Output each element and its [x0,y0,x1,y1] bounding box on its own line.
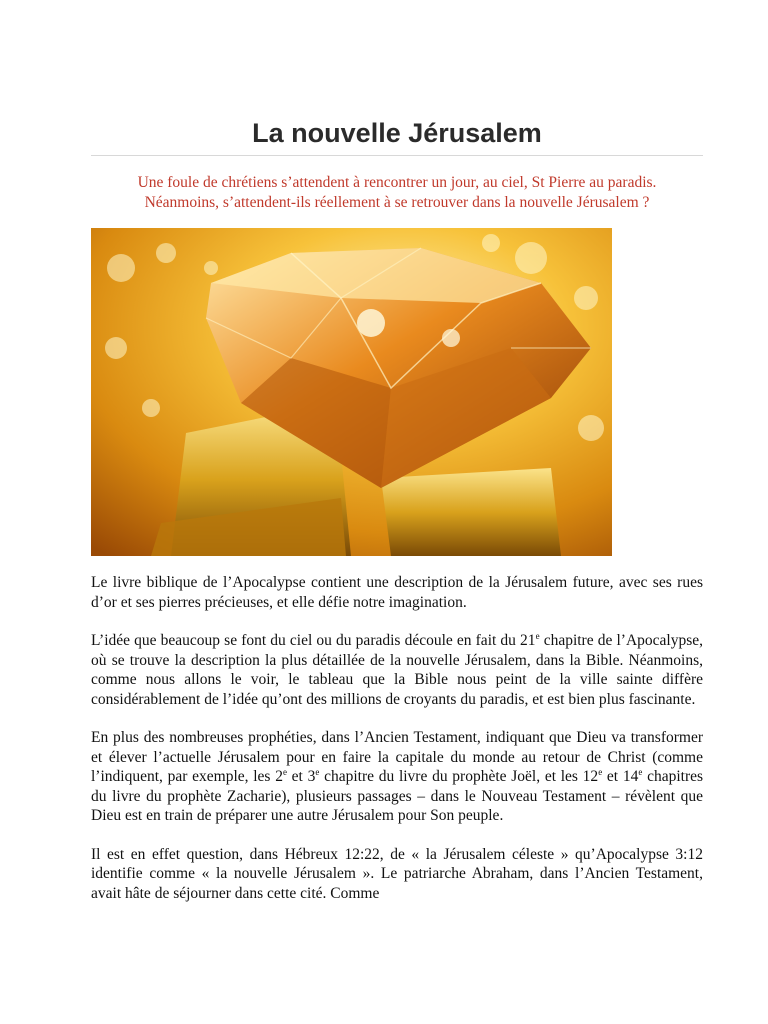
paragraph-1: Le livre biblique de l’Apocalypse contient une description de la Jérusalem future, avec ses rues d’or et ses pierres précieuses, et elle défie notre imagination. [91,574,703,611]
title-divider [91,155,703,156]
ordinal-superscript: e [638,766,643,777]
paragraph-3-text-d: et 14 [602,768,639,785]
intro-line-1: Une foule de chrétiens s’attendent à rencontrer un jour, au ciel, St Pierre au paradis. [137,174,657,191]
ordinal-superscript: e [598,766,603,777]
paragraph-3 [91,728,703,826]
ordinal-superscript: e [282,766,287,777]
diamond-image [91,228,612,556]
paragraph-3-text-c: chapitre du livre du prophète Joël, et les 12 [319,768,599,785]
paragraph-4: Il est en effet question, dans Hébreux 12:22, de « la Jérusalem céleste » qu’Apocalypse 3:12 identifie comme « la nouvelle Jérusalem ». Le patriarche Abraham, dans l’Ancien Testament, avait hâte de séjourner dans cette cité. Comme [91,845,703,902]
diamond-illustration [91,228,612,556]
intro-line-2: Néanmoins, s’attendent-ils réellement à se retrouver dans la nouvelle Jérusalem ? [144,193,650,211]
article-body [91,573,703,922]
paragraph-2 [91,631,703,709]
intro-lead [91,173,703,212]
paragraph-3-text-e: chapitres du livre du prophète Zacharie), plusieurs passages – dans le Nouveau Testament – révèlent que Dieu est en train de préparer une autre Jérusalem pour Son peuple. [91,768,704,824]
paragraph-3-text-a: En plus des nombreuses prophéties, dans l’Ancien Testament, indiquant que Dieu va transformer et élever l’actuelle Jérusalem pour en faire la capitale du monde au retour de Christ (comme l’indiquent, par exemple, les 2 [91,729,703,785]
ordinal-superscript: e [315,766,320,777]
ordinal-superscript: e [535,630,540,641]
paragraph-3-text-b: et 3 [286,768,316,785]
paragraph-2-text-a: L’idée que beaucoup se font du ciel ou du paradis découle en fait du 21 [91,632,536,649]
paragraph-2-text-b: chapitre de l’Apocalypse, où se trouve la description la plus détaillée de la nouvelle Jérusalem, dans la Bible. Néanmoins, comme nous allons le voir, le tableau que la Bible nous peint de la ville sainte diffère considérablement de l’idée qu’ont des millions de croyants du paradis, et est bien plus fascinante. [91,632,703,708]
page-title: La nouvelle Jérusalem [252,118,542,148]
